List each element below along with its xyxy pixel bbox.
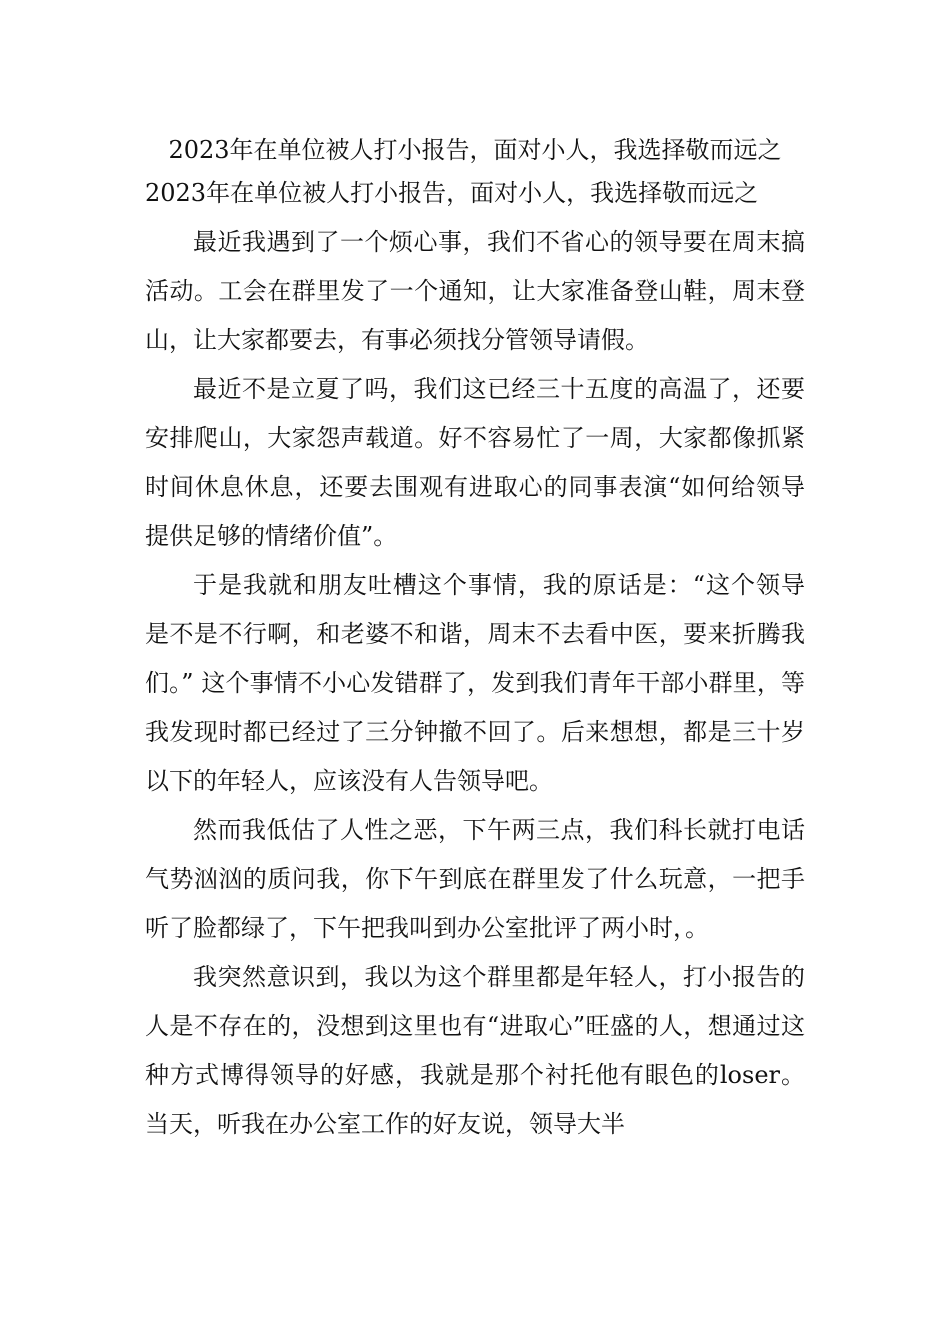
paragraph-4: 然而我低估了人性之恶，下午两三点，我们科长就打电话气势汹汹的质问我，你下午到底在群里发了什么玩意，一把手听了脸都绿了，下午把我叫到办公室批评了两小时，。 (145, 816, 805, 942)
document-body (145, 129, 805, 1149)
document-title-repeat: 2023年在单位被人打小报告，面对小人，我选择敬而远之 (145, 179, 759, 207)
paragraph-1: 最近我遇到了一个烦心事，我们不省心的领导要在周末搞活动。工会在群里发了一个通知，让大家准备登山鞋，周末登山，让大家都要去，有事必须找分管领导请假。 (145, 228, 805, 354)
paragraph-5: 我突然意识到，我以为这个群里都是年轻人，打小报告的人是不存在的，没想到这里也有“进取心”旺盛的人，想通过这种方式博得领导的好感，我就是那个衬托他有眼色的loser。当天，听我在办公室工作的好友说，领导大半 (145, 963, 805, 1138)
paragraph-2: 最近不是立夏了吗，我们这已经三十五度的高温了，还要安排爬山，大家怨声载道。好不容易忙了一周，大家都像抓紧时间休息休息，还要去围观有进取心的同事表演“如何给领导提供足够的情绪价值”。 (145, 375, 805, 550)
document-title: 2023年在单位被人打小报告，面对小人，我选择敬而远之 (168, 136, 782, 164)
paragraph-3: 于是我就和朋友吐槽这个事情，我的原话是：“这个领导是不是不行啊，和老婆不和谐，周末不去看中医，要来折腾我们。” 这个事情不小心发错群了，发到我们青年干部小群里，等我发现时都已经过了三分钟撤不回了。后来想想，都是三十岁以下的年轻人，应该没有人告领导吧。 (145, 571, 805, 795)
